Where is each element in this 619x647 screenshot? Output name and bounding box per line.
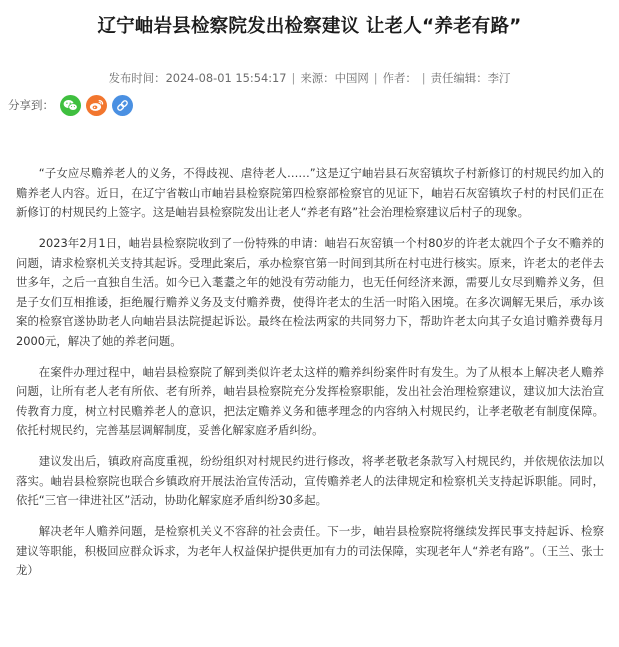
- article-paragraph: 解决老年人赡养问题，是检察机关义不容辞的社会责任。下一步，岫岩县检察院将继续发挥民事支持起诉、检察建议等职能，积极回应群众诉求，为老年人权益保护提供更加有力的司法保障，实现老年人“养老有路”。（王兰、张士龙）: [16, 524, 604, 577]
- article-source: 来源：中国网: [300, 71, 369, 85]
- article-editor: 责任编辑：李汀: [430, 71, 511, 85]
- article-author: 作者：: [382, 71, 417, 85]
- article-meta: [0, 70, 619, 86]
- meta-divider: |: [373, 71, 378, 85]
- article-paragraph: 2023年2月1日，岫岩县检察院收到了一份特殊的申请：岫岩石灰窑镇一个村80岁的许老太就四个子女不赡养的问题，请求检察机关支持其起诉。受理此案后，承办检察官第一时间到其所在村屯进行核实。原来，许老太的老伴去世多年，之后一直独自生活。如今已入耄耋之年的她没有劳动能力，也无任何经济来源，需要儿女尽到赡养义务，但是子女们互相推诿，拒绝履行赡养义务及支付赡养费，使得许老太的生活一时陷入困境。在多次调解无果后，承办该案的检察官遂协助老人向岫岩县法院提起诉讼。最终在检法两家的共同努力下，帮助许老太向其子女追讨赡养费每月2000元，解决了她的养老问题。: [16, 236, 604, 348]
- meta-divider: |: [291, 71, 296, 85]
- meta-divider: |: [421, 71, 426, 85]
- article-paragraph: 建议发出后，镇政府高度重视，纷纷组织对村规民约进行修改，将孝老敬老条款写入村规民约，并依规依法加以落实。岫岩县检察院也联合乡镇政府开展法治宣传活动，宣传赡养老人的法律规定和检察机关支持起诉职能。同时，依托“三官一律进社区”活动，协助化解家庭矛盾纠纷30多起。: [16, 454, 604, 507]
- article-title: 辽宁岫岩县检察院发出检察建议 让老人“养老有路”: [97, 16, 522, 37]
- article-body: [16, 164, 604, 592]
- share-bar: [8, 94, 138, 116]
- share-label: 分享到：: [8, 98, 54, 112]
- article-paragraph: “子女应尽赡养老人的义务，不得歧视、虐待老人……”这是辽宁岫岩县石灰窑镇坎子村新修订的村规民约加入的赡养老人内容。近日，在辽宁省鞍山市岫岩县检察院第四检察部检察官的见证下，岫岩石灰窑镇坎子村的村民们正在新修订的村规民约上签字。这是岫岩县检察院发出让老人“养老有路”社会治理检察建议后村子的现象。: [16, 166, 604, 219]
- article-paragraph: 在案件办理过程中，岫岩县检察院了解到类似许老太这样的赡养纠纷案件时有发生。为了从根本上解决老人赡养问题，让所有老人老有所依、老有所养，岫岩县检察院充分发挥检察职能，发出社会治理检察建议，建议加大法治宣传教育力度，树立村民赡养老人的意识，把法定赡养义务和德孝理念的内容纳入村规民约，让孝老敬老有制度保障。依托村规民约，完善基层调解制度，妥善化解家庭矛盾纠纷。: [16, 364, 604, 437]
- link-icon[interactable]: [112, 95, 133, 116]
- wechat-icon[interactable]: [60, 95, 81, 116]
- publish-time: 发布时间：2024-08-01 15:54:17: [108, 71, 287, 85]
- weibo-icon[interactable]: [86, 95, 107, 116]
